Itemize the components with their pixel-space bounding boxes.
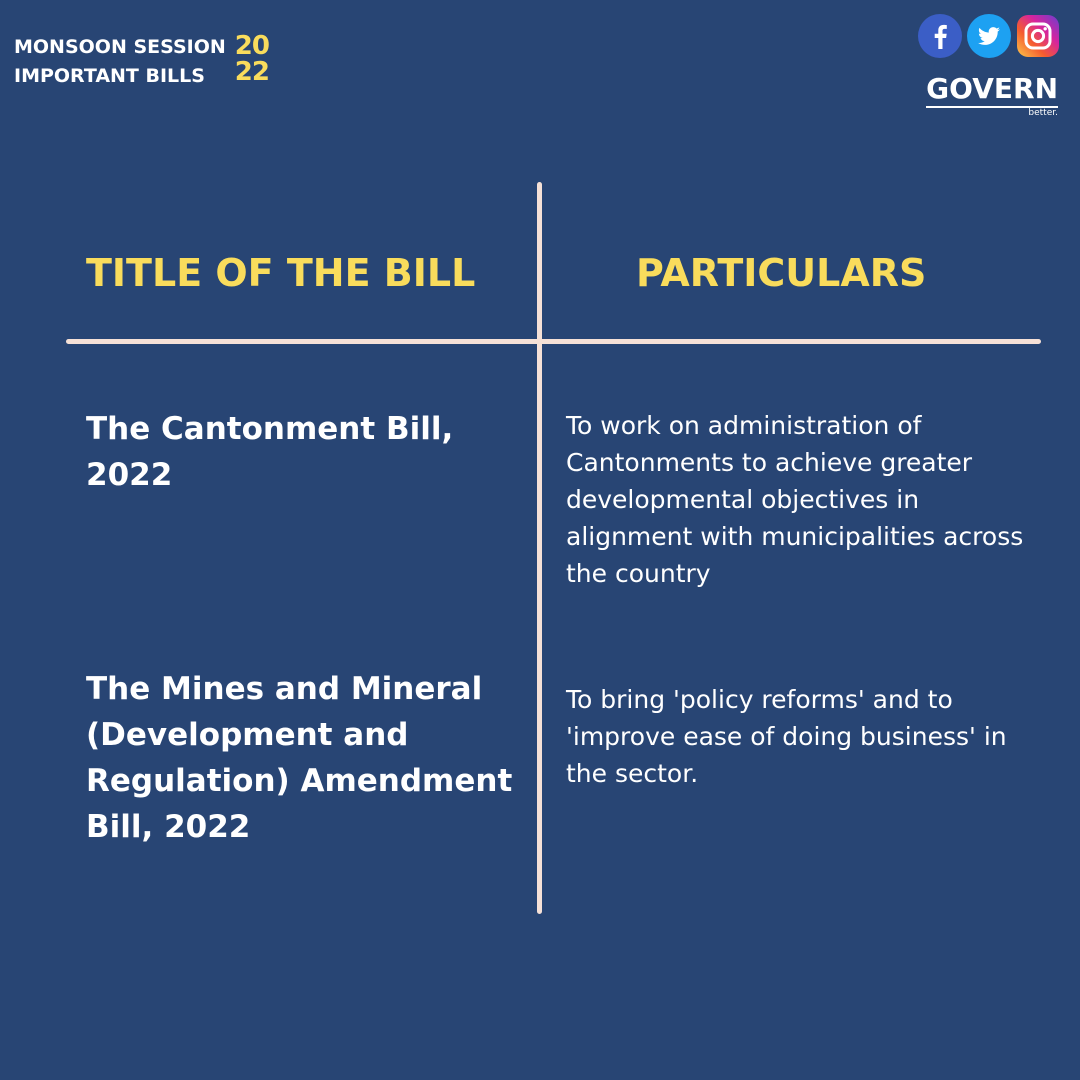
govern-logo	[922, 72, 1058, 119]
bill-particulars: To bring 'policy reforms' and to 'improve ease of doing business' in the sector.	[566, 685, 1007, 788]
twitter-icon[interactable]	[967, 14, 1011, 58]
header-divider	[66, 339, 1041, 344]
column-divider	[537, 182, 542, 914]
year-bottom: 22	[234, 57, 269, 87]
session-title-line-2: IMPORTANT BILLS	[14, 65, 205, 87]
instagram-icon[interactable]	[1016, 14, 1060, 58]
brand-name: GOVERN	[926, 72, 1058, 108]
social-links	[918, 14, 1060, 58]
title-column-header: TITLE OF THE BILL	[86, 251, 476, 295]
facebook-icon[interactable]	[918, 14, 962, 58]
session-header	[14, 33, 269, 91]
bill-title: The Cantonment Bill, 2022	[86, 411, 454, 493]
particulars-column-header: PARTICULARS	[636, 251, 927, 295]
brand-tagline: better.	[1028, 108, 1058, 118]
bill-particulars: To work on administration of Cantonments to achieve greater developmental objectives in alignment with municipalities across the country	[566, 411, 1024, 588]
year-top: 20	[234, 31, 269, 61]
session-title	[14, 33, 226, 91]
session-title-line-1: MONSOON SESSION	[14, 36, 226, 58]
bill-title: The Mines and Mineral (Development and Regulation) Amendment Bill, 2022	[86, 671, 513, 845]
year-badge	[235, 33, 269, 85]
